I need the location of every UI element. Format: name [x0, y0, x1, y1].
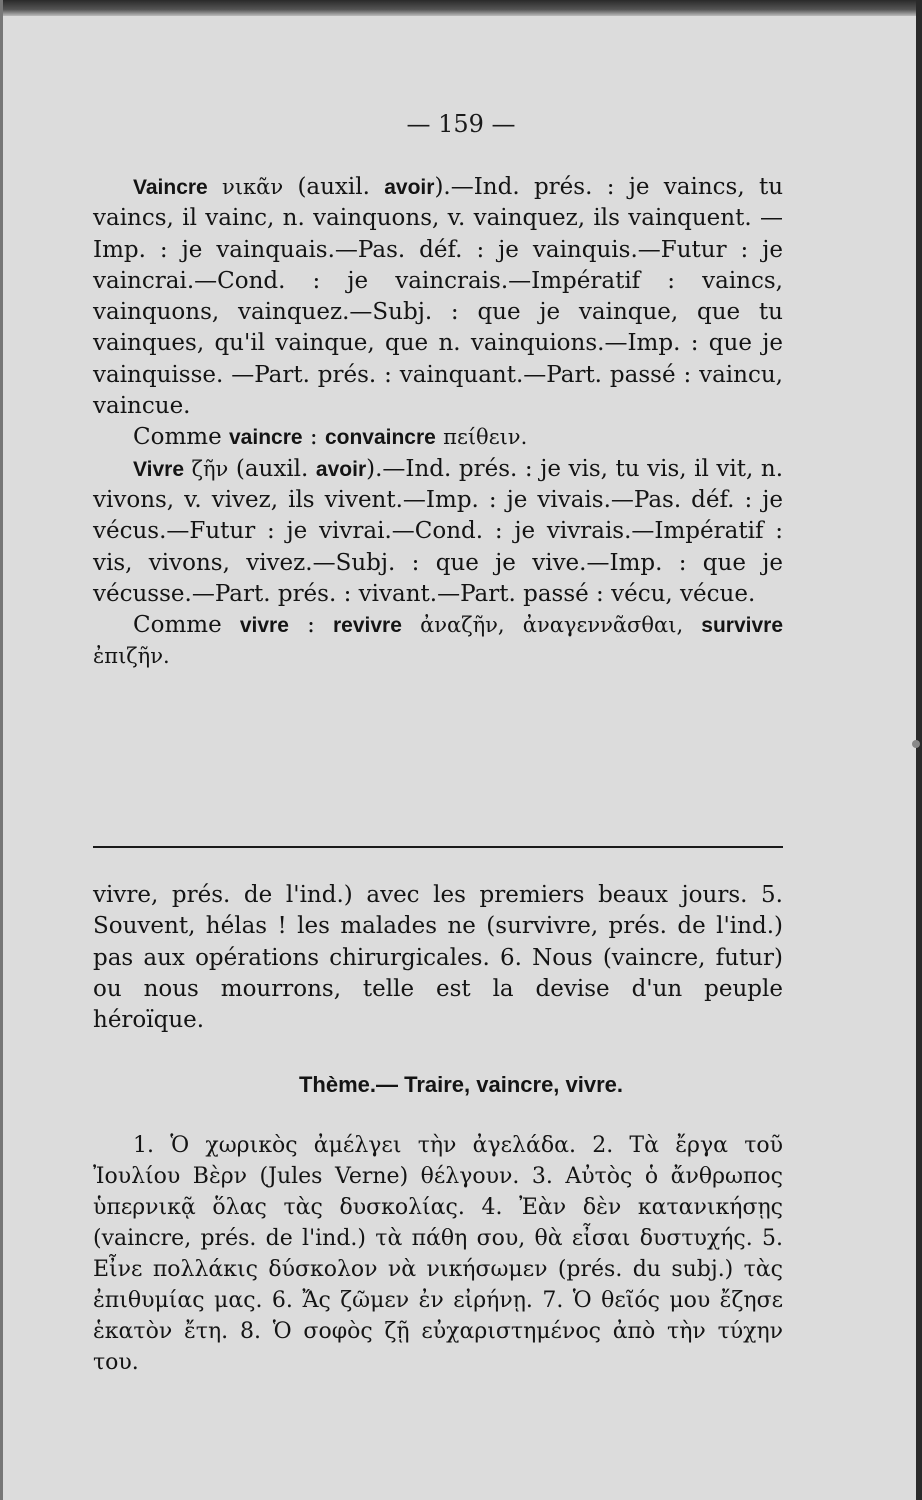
horizontal-rule: [93, 846, 783, 848]
conjugation-text: ).—Ind. prés. : je vaincs, tu vaincs, il vainc, n. vainquons, v. vainquez, ils vainquent. —Imp. : je vainquais.—Pas. déf. : je vainquis.—Futur : je vaincrai.—Cond. : je vaincrais.—Impératif : vaincs, vainquons, vainquez.—Subj. : que je vainque, que tu vainques, qu'il vainque, que n. vainquions.—Imp. : que je vainquisse. —Part. prés. : vainquant.—Part. passé : vaincu, vaincue.: [93, 174, 784, 420]
comme-verb-3: survivre: [701, 614, 784, 638]
headword: Vaincre: [133, 176, 208, 199]
theme-body: 1. Ὁ χωρικὸς ἀμέλγει τὴν ἀγελάδα. 2. Τὰ ἔργα τοῦ Ἰουλίου Βὲρν (Jules Verne) θέλγουν. 3. Αὐτὸς ὁ ἄνθρωπος ὑπερνικᾷ ὅλας τὰς δυσκολίας. 4. Ἐὰν δὲν κατανικήσῃς (vaincre, prés. de l'ind.) τὰ πάθη σου, θὰ εἶσαι δυστυχής. 5. Εἶνε πολλάκις δύσκολον νὰ νικήσωμεν (prés. du subj.) τὰς ἐπιθυμίας μας. 6. Ἄς ζῶμεν ἐν εἰρήνῃ. 7. Ὁ θεῖός μου ἔζησε ἑκατὸν ἔτη. 8. Ὁ σοφὸς ζῇ εὐχαριστημένος ἀπὸ τὴν τύχην του.: [93, 1133, 783, 1375]
auxil-verb: avoir: [384, 176, 435, 199]
comme-word: Comme: [133, 612, 222, 639]
scan-speck: [912, 740, 920, 748]
comme-verb-2: convaincre: [324, 426, 436, 450]
comme-word: Comme: [133, 424, 222, 451]
auxil-verb: avoir: [315, 457, 367, 481]
comme-greek-2: ἀναζῆν,: [420, 613, 505, 638]
conjugation-text: ).—Ind. prés. : je vis, tu vis, il vit, n. vivons, v. vivez, ils vivent.—Imp. : je vivais.—Pas. déf. : je vécus.—Futur : je vivrai.—Cond. : je vivrais.—Impératif : vis, vivons, vivez.—Subj. : que je vive.—Imp. : que je vécusse.—Part. prés. : vivant.—Part. passé : vécu, vécue.: [93, 455, 784, 607]
auxil-prefix: (auxil.: [235, 455, 316, 482]
greek-gloss: ζῆν: [191, 456, 229, 481]
exercise-continuation: vivre, prés. de l'ind.) avec les premiers beaux jours. 5. Souvent, hélas ! les malades ne (survivre, prés. de l'ind.) pas aux opérations chirurgicales. 6. Nous (vaincre, futur) ou nous mourrons, telle est la devise d'un peuple héroïque.: [93, 882, 783, 1034]
comme-greek-2b: ἀναγεννᾶσθαι,: [522, 613, 684, 638]
exercise-section: [93, 880, 783, 1036]
greek-gloss: νικᾶν: [222, 175, 284, 199]
comme-verb-2: revivre: [332, 614, 402, 638]
comme-line-vivre: [93, 610, 783, 673]
conjugation-section: [93, 172, 783, 673]
comme-sep: :: [302, 424, 325, 451]
comme-sep: :: [288, 612, 333, 639]
entry-vaincre: [93, 172, 783, 422]
entry-vivre: [93, 454, 783, 610]
auxil-prefix: (auxil.: [297, 174, 385, 200]
page-number: — 159 —: [406, 110, 516, 138]
scan-right-edge: [916, 0, 922, 1500]
scan-left-edge: [0, 0, 3, 1500]
scan-top-edge: [0, 0, 922, 16]
comme-greek: πείθειν.: [443, 425, 528, 450]
comme-verb-1: vivre: [239, 614, 289, 638]
comme-line-vaincre: [93, 422, 783, 453]
theme-title: Thème.— Traire, vaincre, vivre.: [298, 1072, 624, 1097]
comme-verb-1: vaincre: [229, 426, 303, 450]
headword: Vivre: [133, 457, 184, 481]
comme-greek-3: ἐπιζῆν.: [93, 644, 170, 669]
